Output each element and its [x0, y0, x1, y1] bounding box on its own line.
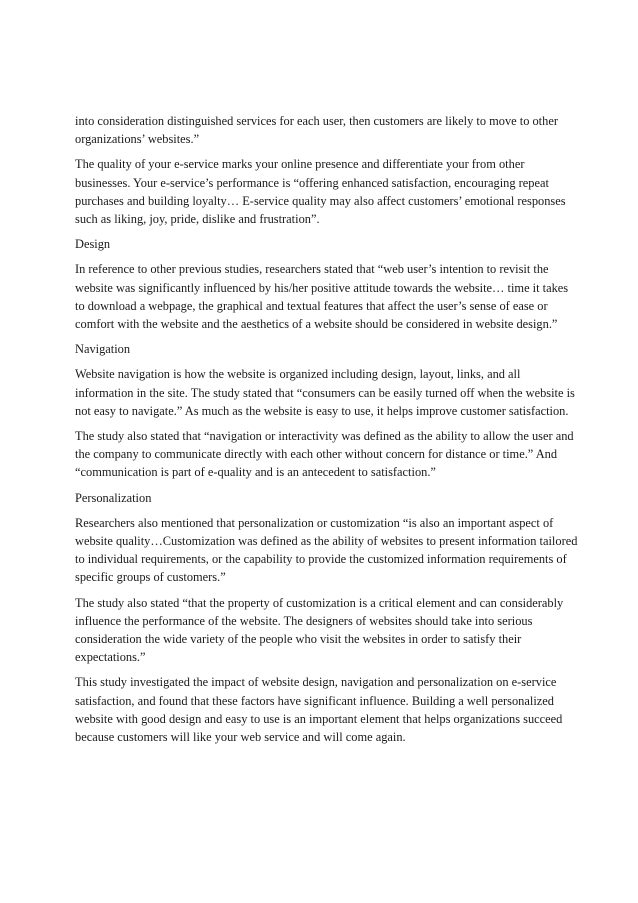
heading-navigation: Navigation [75, 342, 131, 357]
paragraph-navigation: Website navigation is how the website is organized including design, layout, links, and all information in the site. The study stated that “consumers can be easily turned off when the website is not easy to navigate.” As much as the website is easy to use, it helps improve customer satisfaction. [75, 367, 575, 418]
heading-design: Design [75, 237, 111, 252]
paragraph-continuation: into consideration distinguished services for each user, then customers are likely to move to other organizations’ websites.” [75, 114, 558, 147]
paragraph-conclusion: This study investigated the impact of website design, navigation and personalization on e-service satisfaction, and found that these factors have significant influence. Building a well personalized website with good design and easy to use is an important element that helps organizations succeed because customers will like your web service and will come again. [75, 675, 563, 745]
paragraph-personalization: Researchers also mentioned that personalization or customization “is also an important aspect of website quality…Customization was defined as the ability of websites to present information tailored to individual requirements, or the capability to provide the customized information requirements of specific groups of customers.” [75, 515, 578, 585]
paragraph-eservice-quality: The quality of your e-service marks your online presence and differentiate your from other businesses. Your e-service’s performance is “offering enhanced satisfaction, encouraging repeat purchases and building loyalty… E-service quality may also affect customers’ emotional responses such as liking, joy, pride, dislike and frustration”. [75, 157, 566, 227]
paragraph-design: In reference to other previous studies, researchers stated that “web user’s intention to revisit the website was significantly influenced by his/her positive attitude towards the website… time it takes to download a webpage, the graphical and textual features that affect the user’s sense of ease or comfort with the website and the aesthetics of a website should be considered in website design.” [75, 262, 569, 332]
paragraph-navigation-interactivity: The study also stated that “navigation or interactivity was defined as the ability to allow the user and the company to communicate directly with each other without concern for distance or time.” And “communication is part of e-quality and is an antecedent to satisfaction.” [75, 429, 574, 480]
paragraph-customization: The study also stated “that the property of customization is a critical element and can considerably influence the performance of the website. The designers of websites should take into serious consideration the wide variety of the people who visit the websites in order to satisfy their expectations.” [75, 595, 564, 665]
heading-personalization: Personalization [75, 490, 152, 505]
